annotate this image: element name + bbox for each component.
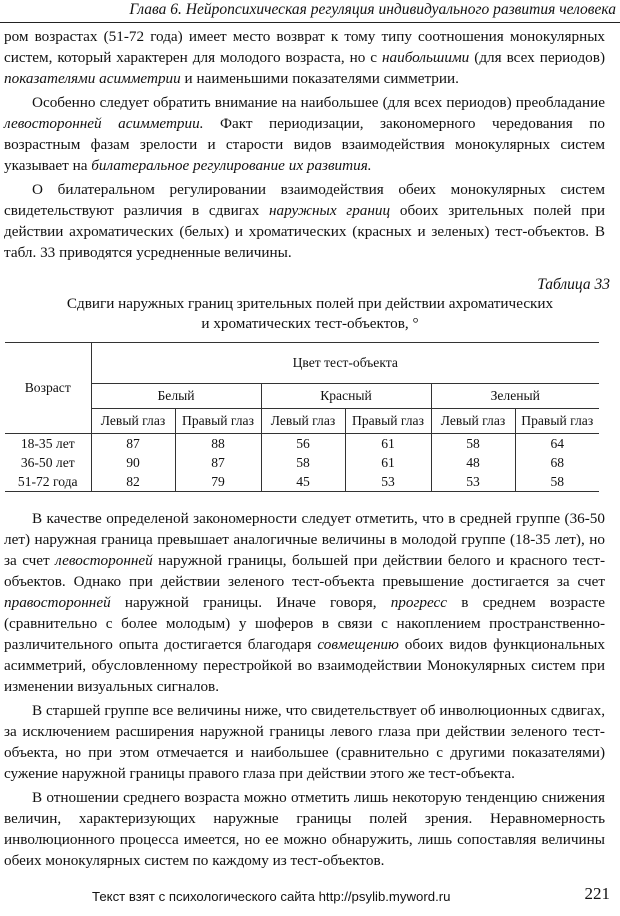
value-cell: 45	[261, 472, 345, 492]
data-table	[5, 342, 599, 492]
paragraph-1	[4, 26, 605, 89]
para1-italic-2: показателями асимметрии	[4, 70, 181, 87]
value-cell: 53	[431, 472, 515, 492]
table-row	[5, 453, 599, 472]
table-caption-line-2: и хроматических тест-объектов, °	[201, 315, 419, 332]
running-header: Глава 6. Нейропсихическая регуляция индивидуального развития человека	[129, 1, 616, 18]
para4-italic-1: левосторонней	[55, 552, 153, 569]
color-green-header: Зеленый	[431, 384, 599, 409]
para4-text-5: обоих видов функциональных асимметрий, обусловленному перестройкой во взаимодействии Монокулярных систем при изменении визуальных сигналов.	[4, 636, 605, 695]
source-footer: Текст взят с психологического сайта http://psylib.myword.ru	[92, 889, 451, 904]
para2-text-2: Факт периодизации, закономерного чередования по возрастным фазам зрелости и старости видов взаимодействия монокулярных систем указывает на	[4, 115, 605, 174]
text-block-bottom	[4, 508, 605, 871]
eye-header: Правый глаз	[345, 409, 431, 434]
para1-italic-1: наибольшими	[382, 49, 470, 66]
value-cell: 58	[515, 472, 599, 492]
age-cell: 51-72 года	[5, 472, 91, 492]
para2-text-1: Особенно следует обратить внимание на наибольшее (для всех периодов) преобладание	[32, 94, 605, 111]
age-cell: 36-50 лет	[20, 454, 75, 470]
para3-text-1: О билатеральном регулировании взаимодействия обеих монокулярных систем свидетельствуют различия в сдвигах	[4, 181, 605, 219]
value-cell: 53	[345, 472, 431, 492]
paragraph-6: В отношении среднего возраста можно отметить лишь некоторую тенденцию снижения величин, характеризующих наружные границы полей зрения. Неравномерность инволюционного процесса имеется, но ее можно обнаружить, лишь сопоставляя величины обеих монокулярных систем по каждому из тест-объектов.	[4, 789, 605, 869]
para4-text-1: В качестве определеной закономерности следует отметить, что в средней группе (36-50 лет) наружная граница превышает аналогичные величины в молодой группе (18-35 лет), но за счет	[4, 510, 605, 569]
para1-text-3: и наименьшими показателями симметрии.	[180, 70, 459, 87]
para3-text-2: обоих зрительных полей при действии ахроматических (белых) и хроматических (красных и зеленых) тест-объектов. В табл. 33 приводятся усредненные величины.	[4, 202, 605, 261]
value-cell: 58	[261, 453, 345, 472]
eye-header: Левый глаз	[261, 409, 345, 434]
eye-header: Левый глаз	[91, 409, 175, 434]
table-label: Таблица 33	[537, 276, 610, 293]
para2-italic-1: левосторонней асимметрии.	[4, 115, 204, 132]
value-cell: 88	[175, 434, 261, 454]
value-cell: 79	[175, 472, 261, 492]
para3-italic-1: наружных границ	[268, 202, 391, 219]
para4-italic-2: правосторонней	[4, 594, 111, 611]
paragraph-2	[4, 92, 605, 176]
value-cell: 48	[431, 453, 515, 472]
age-cell: 18-35 лет	[20, 435, 75, 451]
eye-header: Левый глаз	[431, 409, 515, 434]
value-cell: 68	[515, 453, 599, 472]
paragraph-5: В старшей группе все величины ниже, что свидетельствует об инволюционных сдвигах, за исключением расширения наружной границы левого глаза при действии зеленого тест-объекта, но при этом отмечается и наибольшее (сравнительно с другими показателями) сужение наружной границы правого глаза при действии этого же тест-объекта.	[4, 702, 605, 782]
para4-text-3: наружной границы. Иначе говоря,	[110, 594, 391, 611]
value-cell: 61	[345, 453, 431, 472]
para1-text-2: (для всех периодов)	[469, 49, 605, 66]
value-cell: 58	[431, 434, 515, 454]
value-cell: 64	[515, 434, 599, 454]
color-red-header: Красный	[261, 384, 431, 409]
color-header: Цвет тест-объекта	[91, 343, 599, 384]
table-caption	[30, 294, 590, 334]
table-row	[5, 434, 599, 454]
para4-text-4: в среднем возрасте (сравнительно с более молодым) у шоферов в связи с накоплением пространственно-различительного опыта достигается благодаря	[4, 594, 605, 653]
paragraph-4	[4, 508, 605, 697]
table-row	[5, 472, 599, 492]
para1-text-1: ром возрастах (51-72 года) имеет место возврат к тому типу соотношения монокулярных систем, который характерен для молодого возраста, но с	[4, 28, 605, 66]
eye-header: Правый глаз	[175, 409, 261, 434]
page-number: 221	[584, 884, 610, 903]
eye-header: Правый глаз	[515, 409, 599, 434]
age-header: Возраст	[5, 343, 91, 434]
paragraph-3	[4, 179, 605, 263]
text-block-top	[4, 26, 605, 263]
value-cell: 90	[91, 453, 175, 472]
header-rule	[0, 22, 620, 23]
value-cell: 87	[91, 434, 175, 454]
color-white-header: Белый	[91, 384, 261, 409]
para4-italic-3: прогресс	[390, 594, 448, 611]
value-cell: 56	[261, 434, 345, 454]
value-cell: 61	[345, 434, 431, 454]
para4-italic-4: совмещению	[317, 636, 399, 653]
para4-text-2: наружной границы, большей при действии белого и красного тест-объектов. Однако при действии зеленого тест-объекта превышение достигается за счет	[4, 552, 605, 590]
para2-italic-2: билатеральное регулирование их развития.	[91, 157, 372, 174]
table-caption-line-1: Сдвиги наружных границ зрительных полей при действии ахроматических	[66, 295, 554, 312]
value-cell: 82	[91, 472, 175, 492]
value-cell: 87	[175, 453, 261, 472]
